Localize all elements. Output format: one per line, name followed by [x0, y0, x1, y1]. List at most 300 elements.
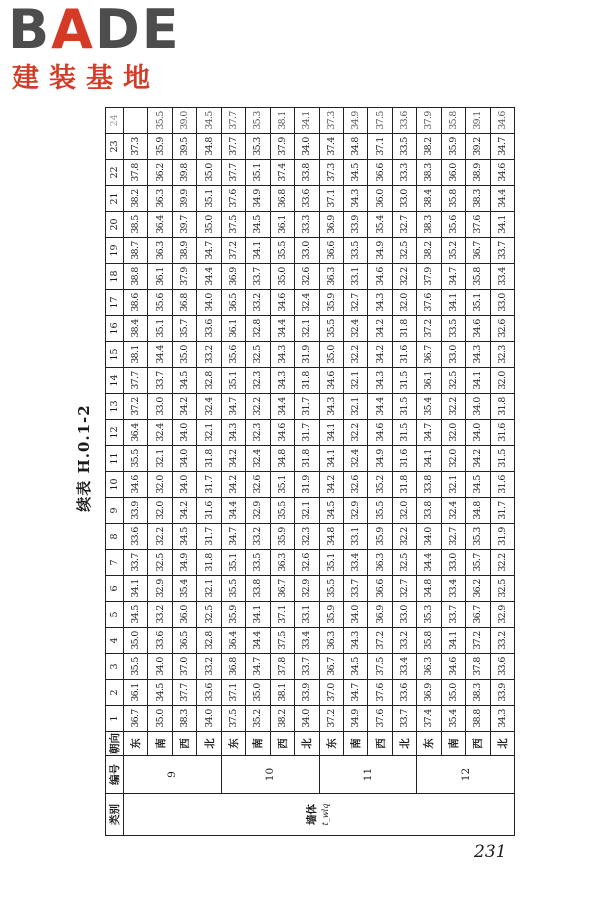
orientation-cell: 北	[197, 732, 221, 756]
value-cell: 37.0	[172, 654, 196, 680]
value-cell: 38.2	[124, 186, 148, 212]
table-row	[319, 108, 343, 836]
value-cell: 32.4	[295, 290, 319, 316]
value-cell: 32.9	[343, 498, 367, 524]
value-cell: 34.1	[246, 602, 270, 628]
value-cell: 37.8	[124, 160, 148, 186]
value-cell: 33.6	[490, 654, 514, 680]
value-cell: 38.5	[124, 212, 148, 238]
value-cell: 35.3	[417, 602, 441, 628]
group-number: 12	[417, 756, 515, 794]
value-cell: 35.9	[368, 524, 392, 550]
value-cell: 35.0	[197, 160, 221, 186]
value-cell: 32.0	[392, 498, 416, 524]
value-cell: 32.9	[295, 576, 319, 602]
table-row	[148, 108, 172, 836]
value-cell: 35.9	[441, 134, 465, 160]
value-cell: 33.3	[392, 160, 416, 186]
value-cell: 33.9	[124, 498, 148, 524]
value-cell: 38.7	[124, 238, 148, 264]
value-cell: 34.5	[319, 498, 343, 524]
value-cell: 35.9	[221, 602, 245, 628]
value-cell: 34.4	[197, 264, 221, 290]
value-cell: 37.6	[417, 290, 441, 316]
value-cell: 34.1	[295, 108, 319, 134]
value-cell: 36.1	[270, 212, 294, 238]
value-cell: 35.8	[417, 628, 441, 654]
header-hour: 10	[106, 472, 124, 498]
value-cell: 34.2	[221, 446, 245, 472]
value-cell: 32.6	[295, 264, 319, 290]
value-cell: 31.7	[295, 394, 319, 420]
orientation-cell: 南	[343, 732, 367, 756]
value-cell: 35.6	[221, 342, 245, 368]
value-cell: 32.8	[197, 368, 221, 394]
value-cell: 36.3	[270, 550, 294, 576]
value-cell: 34.2	[221, 472, 245, 498]
value-cell: 36.1	[417, 368, 441, 394]
value-cell: 34.3	[466, 342, 490, 368]
value-cell: 32.1	[343, 368, 367, 394]
value-cell: 33.4	[392, 654, 416, 680]
value-cell: 34.1	[441, 290, 465, 316]
value-cell: 33.4	[343, 550, 367, 576]
value-cell: 35.5	[270, 238, 294, 264]
value-cell: 32.7	[343, 290, 367, 316]
value-cell: 34.0	[197, 290, 221, 316]
orientation-cell: 西	[172, 732, 196, 756]
orientation-cell: 东	[417, 732, 441, 756]
value-cell: 35.0	[246, 680, 270, 706]
value-cell: 34.6	[270, 420, 294, 446]
value-cell: 32.6	[343, 472, 367, 498]
table-row	[246, 108, 270, 836]
value-cell: 31.5	[490, 446, 514, 472]
value-cell: 32.1	[343, 394, 367, 420]
value-cell: 31.5	[392, 420, 416, 446]
value-cell: 37.1	[270, 602, 294, 628]
value-cell: 37.7	[221, 160, 245, 186]
value-cell: 37.6	[466, 212, 490, 238]
value-cell: 34.5	[172, 524, 196, 550]
value-cell: 34.8	[270, 446, 294, 472]
value-cell: 35.5	[124, 446, 148, 472]
value-cell: 32.0	[490, 368, 514, 394]
value-cell: 34.5	[197, 108, 221, 134]
value-cell: 34.4	[417, 550, 441, 576]
value-cell: 35.2	[368, 472, 392, 498]
value-cell: 35.8	[441, 108, 465, 134]
value-cell: 32.0	[148, 498, 172, 524]
value-cell: 32.4	[197, 394, 221, 420]
value-cell: 37.1	[319, 186, 343, 212]
value-cell: 33.4	[441, 576, 465, 602]
value-cell: 35.5	[148, 108, 172, 134]
header-hour: 18	[106, 264, 124, 290]
value-cell: 36.1	[124, 680, 148, 706]
value-cell: 34.6	[319, 368, 343, 394]
value-cell: 35.5	[221, 576, 245, 602]
value-cell: 37.2	[368, 628, 392, 654]
value-cell: 36.7	[466, 602, 490, 628]
header-hour: 17	[106, 290, 124, 316]
value-cell: 34.6	[270, 290, 294, 316]
value-cell: 31.6	[490, 472, 514, 498]
table-header	[106, 108, 124, 836]
table-row	[270, 108, 294, 836]
value-cell: 33.2	[148, 602, 172, 628]
category-symbol: t_wlq	[321, 803, 330, 826]
value-cell: 32.1	[295, 316, 319, 342]
value-cell: 37.5	[368, 654, 392, 680]
table-row	[417, 108, 441, 836]
table-row	[441, 108, 465, 836]
value-cell: 33.7	[343, 576, 367, 602]
value-cell: 32.5	[197, 602, 221, 628]
value-cell: 32.9	[246, 498, 270, 524]
value-cell: 33.0	[392, 186, 416, 212]
value-cell: 32.5	[392, 550, 416, 576]
value-cell: 35.5	[319, 316, 343, 342]
value-cell: 38.4	[124, 316, 148, 342]
value-cell: 33.4	[490, 264, 514, 290]
value-cell: 37.8	[466, 654, 490, 680]
value-cell: 39.7	[172, 212, 196, 238]
value-cell: 38.3	[172, 706, 196, 732]
value-cell: 32.0	[392, 290, 416, 316]
value-cell: 37.7	[221, 134, 245, 160]
value-cell: 33.1	[343, 524, 367, 550]
value-cell: 35.0	[197, 212, 221, 238]
value-cell: 34.4	[270, 316, 294, 342]
value-cell: 36.9	[417, 680, 441, 706]
value-cell: 34.1	[319, 420, 343, 446]
value-cell: 32.4	[441, 498, 465, 524]
value-cell: 35.5	[124, 654, 148, 680]
header-hour: 4	[106, 628, 124, 654]
value-cell: 33.4	[295, 628, 319, 654]
value-cell: 38.2	[270, 706, 294, 732]
value-cell: 32.2	[343, 342, 367, 368]
value-cell: 38.1	[270, 108, 294, 134]
value-cell: 36.9	[319, 212, 343, 238]
value-cell: 34.2	[466, 446, 490, 472]
value-cell: 32.1	[295, 498, 319, 524]
value-cell: 38.2	[417, 238, 441, 264]
value-cell: 35.3	[466, 524, 490, 550]
value-cell: 32.3	[246, 368, 270, 394]
value-cell: 37.4	[417, 706, 441, 732]
orientation-cell: 北	[490, 732, 514, 756]
table-title: 续表 H.0.1-2	[75, 404, 93, 512]
value-cell: 39.1	[466, 108, 490, 134]
value-cell: 32.8	[246, 316, 270, 342]
value-cell: 33.9	[343, 212, 367, 238]
value-cell: 36.3	[319, 264, 343, 290]
value-cell: 32.0	[148, 472, 172, 498]
table-row	[490, 108, 514, 836]
value-cell: 35.9	[319, 602, 343, 628]
orientation-cell: 西	[368, 732, 392, 756]
value-cell: 34.6	[441, 654, 465, 680]
value-cell: 37.5	[221, 212, 245, 238]
value-cell: 33.5	[441, 316, 465, 342]
value-cell: 34.5	[343, 160, 367, 186]
value-cell: 38.8	[466, 706, 490, 732]
header-hour: 20	[106, 212, 124, 238]
value-cell: 35.1	[148, 316, 172, 342]
value-cell: 36.7	[466, 238, 490, 264]
value-cell: 33.0	[148, 394, 172, 420]
value-cell: 34.5	[124, 602, 148, 628]
page-number: 231	[474, 842, 507, 862]
value-cell: 34.6	[368, 264, 392, 290]
value-cell: 31.8	[197, 550, 221, 576]
value-cell: 36.7	[417, 342, 441, 368]
value-cell: 34.0	[466, 394, 490, 420]
table-row	[172, 108, 196, 836]
table-row	[343, 108, 367, 836]
value-cell: 37.6	[368, 706, 392, 732]
value-cell: 35.1	[246, 160, 270, 186]
value-cell: 37.0	[319, 680, 343, 706]
category-name: 墙体	[306, 804, 318, 825]
value-cell: 34.9	[246, 186, 270, 212]
value-cell: 32.4	[246, 446, 270, 472]
value-cell: 38.3	[466, 186, 490, 212]
value-cell: 38.8	[124, 264, 148, 290]
header-hour: 23	[106, 134, 124, 160]
header-hour: 5	[106, 602, 124, 628]
value-cell: 33.6	[392, 680, 416, 706]
orientation-cell: 西	[466, 732, 490, 756]
header-orientation: 朝向	[106, 732, 124, 756]
value-cell: 36.1	[148, 264, 172, 290]
value-cell: 33.0	[295, 238, 319, 264]
value-cell: 33.9	[295, 680, 319, 706]
value-cell: 36.2	[148, 160, 172, 186]
value-cell: 34.2	[368, 342, 392, 368]
value-cell: 34.4	[246, 628, 270, 654]
value-cell: 33.8	[417, 472, 441, 498]
value-cell: 32.9	[490, 602, 514, 628]
value-cell: 36.3	[368, 550, 392, 576]
value-cell: 34.3	[368, 290, 392, 316]
value-cell: 33.6	[148, 628, 172, 654]
value-cell: 32.7	[392, 212, 416, 238]
value-cell: 31.6	[490, 420, 514, 446]
value-cell: 38.9	[466, 160, 490, 186]
value-cell: 35.5	[319, 576, 343, 602]
value-cell: 34.1	[124, 576, 148, 602]
value-cell: 35.9	[270, 524, 294, 550]
value-cell: 32.1	[197, 420, 221, 446]
value-cell: 31.8	[392, 316, 416, 342]
value-cell: 34.7	[417, 420, 441, 446]
table-row	[197, 108, 221, 836]
value-cell: 33.2	[392, 628, 416, 654]
temperature-table	[105, 107, 515, 836]
value-cell: 35.6	[441, 212, 465, 238]
value-cell: 36.6	[368, 160, 392, 186]
value-cell: 31.8	[295, 446, 319, 472]
value-cell: 34.3	[319, 394, 343, 420]
value-cell: 33.2	[197, 342, 221, 368]
value-cell: 34.8	[466, 498, 490, 524]
value-cell: 35.1	[221, 368, 245, 394]
value-cell: 35.2	[441, 238, 465, 264]
value-cell: 33.0	[441, 342, 465, 368]
value-cell: 35.6	[148, 290, 172, 316]
value-cell: 35.4	[368, 212, 392, 238]
value-cell: 35.2	[246, 706, 270, 732]
value-cell: 34.4	[270, 394, 294, 420]
value-cell: 34.0	[417, 524, 441, 550]
value-cell: 35.0	[148, 706, 172, 732]
value-cell: 35.4	[417, 394, 441, 420]
value-cell: 33.0	[441, 550, 465, 576]
orientation-cell: 北	[295, 732, 319, 756]
value-cell: 38.3	[417, 212, 441, 238]
value-cell: 31.8	[295, 368, 319, 394]
header-hour: 7	[106, 550, 124, 576]
value-cell: 34.7	[246, 654, 270, 680]
value-cell: 37.3	[319, 108, 343, 134]
value-cell: 32.0	[441, 446, 465, 472]
value-cell: 36.3	[148, 238, 172, 264]
value-cell: 35.5	[368, 498, 392, 524]
orientation-cell: 南	[246, 732, 270, 756]
value-cell: 34.3	[343, 628, 367, 654]
value-cell: 34.0	[343, 602, 367, 628]
value-cell: 33.5	[343, 238, 367, 264]
header-hour: 1	[106, 706, 124, 732]
header-hour: 22	[106, 160, 124, 186]
header-hour: 13	[106, 394, 124, 420]
value-cell: 34.0	[172, 446, 196, 472]
orientation-cell: 西	[270, 732, 294, 756]
value-cell: 32.6	[490, 316, 514, 342]
value-cell: 34.3	[270, 342, 294, 368]
value-cell: 34.6	[466, 316, 490, 342]
value-cell: 37.9	[417, 264, 441, 290]
value-cell: 37.9	[172, 264, 196, 290]
value-cell: 36.7	[124, 706, 148, 732]
value-cell: 36.3	[148, 186, 172, 212]
brand-logo	[8, 0, 181, 96]
value-cell: 37.7	[221, 108, 245, 134]
value-cell: 34.1	[417, 446, 441, 472]
value-cell: 35.5	[270, 498, 294, 524]
value-cell: 33.1	[343, 264, 367, 290]
value-cell: 34.9	[368, 446, 392, 472]
value-cell: 33.7	[441, 602, 465, 628]
value-cell: 34.4	[221, 498, 245, 524]
table-row	[221, 108, 245, 836]
value-cell: 36.1	[221, 316, 245, 342]
value-cell: 34.0	[466, 420, 490, 446]
value-cell: 32.7	[392, 576, 416, 602]
value-cell: 36.0	[441, 160, 465, 186]
value-cell: 33.8	[295, 160, 319, 186]
value-cell: 31.7	[197, 524, 221, 550]
value-cell: 38.2	[417, 134, 441, 160]
value-cell: 37.2	[417, 316, 441, 342]
value-cell: 32.5	[246, 342, 270, 368]
value-cell: 33.5	[392, 134, 416, 160]
value-cell: 37.3	[124, 134, 148, 160]
value-cell: 34.0	[172, 420, 196, 446]
value-cell: 32.1	[441, 472, 465, 498]
value-cell: 37.1	[368, 134, 392, 160]
value-cell: 34.0	[295, 706, 319, 732]
value-cell: 34.0	[148, 654, 172, 680]
header-hour: 6	[106, 576, 124, 602]
value-cell: 32.2	[441, 394, 465, 420]
value-cell: 34.3	[221, 420, 245, 446]
header-hour: 24	[106, 108, 124, 134]
value-cell: 31.9	[295, 472, 319, 498]
value-cell: 37.4	[319, 134, 343, 160]
value-cell: 36.5	[221, 290, 245, 316]
header-number: 编号	[106, 756, 124, 794]
value-cell: 34.8	[319, 524, 343, 550]
orientation-cell: 南	[441, 732, 465, 756]
value-cell: 34.7	[221, 394, 245, 420]
value-cell: 33.0	[490, 290, 514, 316]
orientation-cell: 北	[392, 732, 416, 756]
value-cell: 36.4	[221, 628, 245, 654]
value-cell: 34.7	[221, 524, 245, 550]
value-cell: 34.1	[319, 446, 343, 472]
value-cell: 36.2	[466, 576, 490, 602]
value-cell: 33.0	[392, 602, 416, 628]
value-cell: 32.5	[490, 576, 514, 602]
value-cell: 33.2	[246, 524, 270, 550]
value-cell: 34.4	[368, 394, 392, 420]
value-cell: 33.2	[246, 290, 270, 316]
value-cell: 38.1	[270, 680, 294, 706]
value-cell: 33.8	[417, 498, 441, 524]
value-cell: 32.6	[246, 472, 270, 498]
value-cell: 32.2	[343, 420, 367, 446]
value-cell: 37.2	[466, 628, 490, 654]
value-cell: 34.7	[490, 134, 514, 160]
value-cell: 32.1	[197, 576, 221, 602]
value-cell: 34.6	[124, 472, 148, 498]
value-cell: 35.1	[466, 290, 490, 316]
value-cell: 37.6	[368, 680, 392, 706]
value-cell: 38.4	[417, 186, 441, 212]
value-cell: 36.3	[417, 654, 441, 680]
value-cell: 31.7	[197, 472, 221, 498]
value-cell: 39.9	[172, 186, 196, 212]
value-cell: 34.0	[295, 134, 319, 160]
value-cell: 33.7	[246, 264, 270, 290]
value-cell: 32.4	[343, 316, 367, 342]
value-cell: 37.5	[221, 706, 245, 732]
value-cell: 32.3	[490, 342, 514, 368]
value-cell: 34.1	[490, 212, 514, 238]
value-cell: 32.2	[148, 524, 172, 550]
value-cell: 34.0	[172, 472, 196, 498]
header-category: 类别	[106, 794, 124, 836]
value-cell: 35.0	[441, 680, 465, 706]
value-cell: 34.5	[246, 212, 270, 238]
value-cell: 38.1	[124, 342, 148, 368]
value-cell: 37.6	[221, 186, 245, 212]
value-cell: 33.2	[197, 654, 221, 680]
